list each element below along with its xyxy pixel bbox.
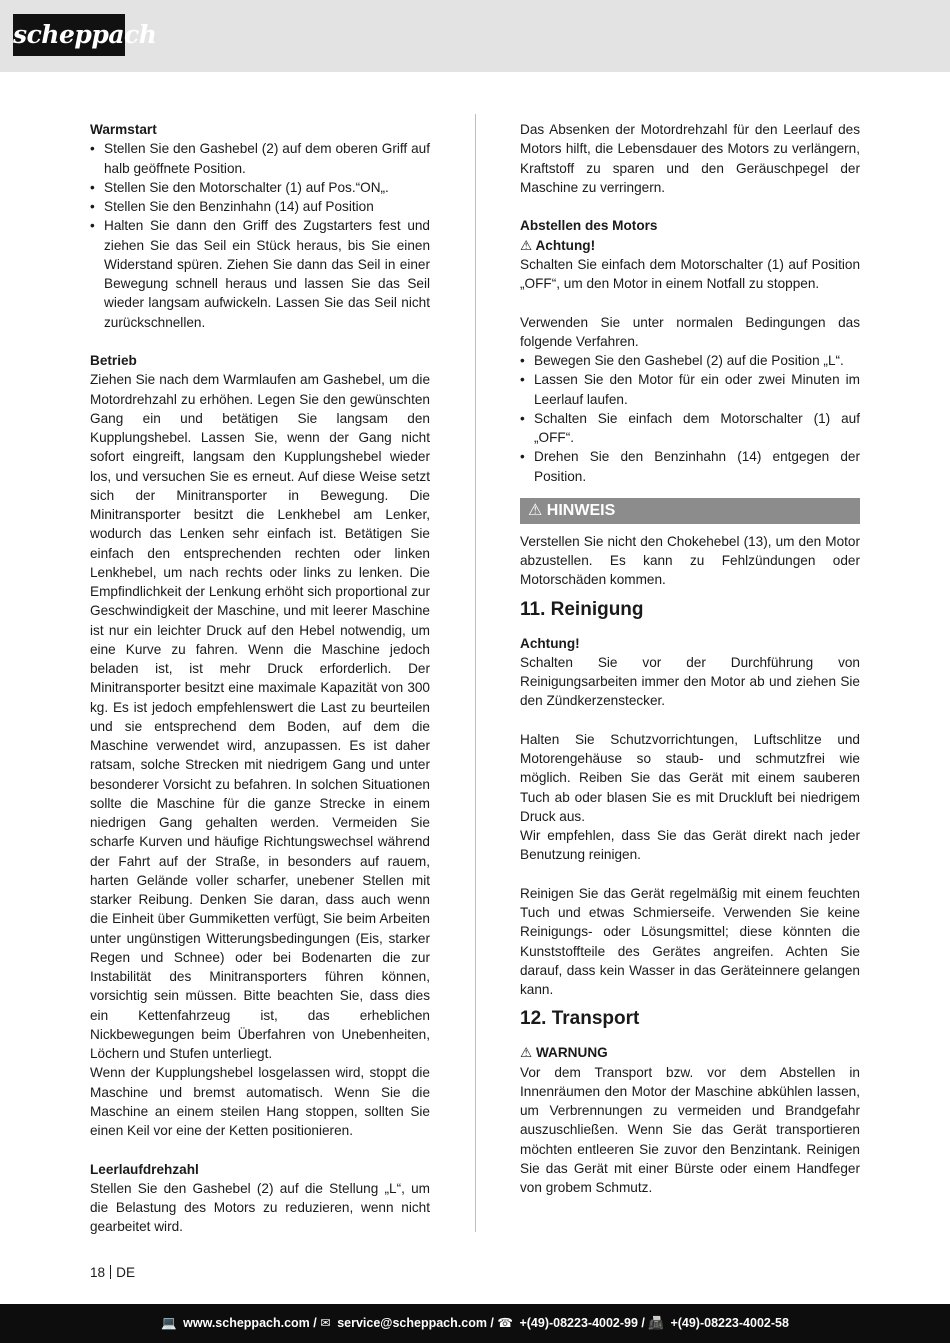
warning-label: WARNUNG <box>535 1045 608 1061</box>
reinigung-paragraph: Schalten Sie vor der Durchführung von Reinigungsarbeiten immer den Motor ab und ziehen Sie den Zündkerzenstecker. <box>520 654 860 709</box>
warning-icon: ⚠ <box>528 501 543 519</box>
list-item: • Stellen Sie den Benzinhahn (14) auf Position <box>90 197 430 216</box>
abstellen-paragraph-2: Verwenden Sie unter normalen Bedingungen das folgende Verfahren. <box>520 314 860 349</box>
betrieb-heading: Betrieb <box>90 353 137 368</box>
mail-icon: ✉ <box>320 1316 331 1330</box>
scheppach-logo: scheppach <box>13 14 125 56</box>
betrieb-paragraph: Ziehen Sie nach dem Warmlaufen am Gashebel, um die Motordrehzahl zu erhöhen. Legen Sie den gewünschten Gang ein und betätigen Sie langsam den Kupplungshebel. Lassen Sie, wenn der Gang nicht sofort eingreift, langsam den Kupplungshebel wieder los, und versuchen Sie es erneut. Auf diese Weise setzt sich der Minitransporter in Bewegung. Die Minitransporter besitzt die Lenkhebel am Lenker, wodurch das Lenken sehr einfach ist. Betätigen Sie einfach den entsprechenden rechten oder linken Lenkhebel, um nach rechts oder links zu lenken. Die Empfindlichkeit der Lenkung erhöht sich proportional zur Geschwindigkeit der Maschine, und mit leerer Maschine ist nur ein leichter Druck auf den Hebel notwendig, um eine Kurve zu fahren. Wenn die Maschine jedoch beladen ist, ist mehr Druck erforderlich. Der Minitransporter besitzt eine maximale Kapazität von 300 kg. Es ist jedoch empfehlenswert die Last zu beurteilen und sie entsprechend dem Boden, auf dem die Maschine verwendet wird, anzupassen. Es ist daher ratsam, solche Strecken mit niedrigem Gang und unter besonderer Vorsicht zu befahren. In solchen Situationen sollte die Maschine für die ganze Strecke in einem niedrigen Gang gehalten werden. Vermeiden Sie scharfe Kurven und häufige Richtungswechsel während der Fahrt auf der Straße, in besonders auf rauem, harten Gelände voller scharfer, unebener Stellen mit starker Reibung. Denken Sie daran, dass auch wenn die Einheit über Gummiketten verfügt, Sie beim Arbeiten unter ungünstigen Witterungsbedingungen (Eis, starker Regen und Schnee) oder bei Bodenarten die zur Instabilität des Minitransporters führen können, vorsichtig sein müssen. Bitte beachten Sie, dass dies ein Kettenfahrzeug ist, das erheblichen Nickbewegungen beim Überfahren von Unebenheiten, Löchern und Stufen unterliegt. <box>90 372 430 1061</box>
reinigung-warning: Achtung! <box>520 635 580 651</box>
warmstart-heading: Warmstart <box>90 122 157 137</box>
list-item: • Bewegen Sie den Gashebel (2) auf die Position „L“. <box>520 351 860 370</box>
computer-icon: 💻 <box>161 1316 177 1330</box>
reinigung-paragraph-3: Wir empfehlen, dass Sie das Gerät direkt nach jeder Benutzung reinigen. <box>520 828 860 863</box>
reinigung-paragraph-2: Halten Sie Schutzvorrichtungen, Luftschlitze und Motorengehäuse so staub- und schmutzfrei wie möglich. Reiben Sie das Gerät mit einem sauberen Tuch ab oder blasen Sie es mit Druckluft bei niedrigem Druck aus. <box>520 731 860 824</box>
abstellen-paragraph: Schalten Sie einfach dem Motorschalter (1) auf Position „OFF“, um den Motor in einem Notfall zu stoppen. <box>520 256 860 291</box>
hinweis-paragraph: Verstellen Sie nicht den Chokehebel (13), um den Motor abzustellen. Es kann zu Fehlzündungen oder Motorschäden kommen. <box>520 533 860 588</box>
list-item: • Stellen Sie den Motorschalter (1) auf Pos.“ON„. <box>90 178 430 197</box>
right-column <box>520 120 860 1197</box>
footer-fax: +(49)-08223-4002-58 <box>670 1316 789 1330</box>
warmstart-list <box>90 139 430 332</box>
footer-bar <box>0 1304 950 1343</box>
abstellen-list <box>520 351 860 486</box>
page-number-value: 18 <box>90 1265 106 1280</box>
page-language: DE <box>116 1265 136 1280</box>
phone-icon: ☎ <box>497 1316 513 1330</box>
reinigung-paragraph-4: Reinigen Sie das Gerät regelmäßig mit einem feuchten Tuch und etwas Schmierseife. Verwenden Sie keine Reinigungs- oder Lösungsmittel; diese könnten die Kunststoffteile des Gerätes angreifen. Achten Sie darauf, dass kein Wasser in das Geräteinnere gelangen kann. <box>520 885 860 997</box>
left-column <box>90 120 430 1237</box>
leerlauf-heading: Leerlaufdrehzahl <box>90 1161 199 1177</box>
transport-warning <box>520 1043 860 1062</box>
warning-icon: ⚠ <box>520 1045 533 1061</box>
hinweis-label: HINWEIS <box>546 501 616 519</box>
hinweis-bar <box>520 498 860 524</box>
footer-email-link[interactable]: service@scheppach.com / <box>337 1316 494 1330</box>
intro-paragraph: Das Absenken der Motordrehzahl für den Leerlauf des Motors hilft, die Lebensdauer des Motors zu verlängern, Kraftstoff zu sparen und den Geräuschpegel der Maschine zu verringern. <box>520 122 860 195</box>
abstellen-heading: Abstellen des Motors <box>520 218 658 234</box>
page-number <box>90 1265 135 1280</box>
fax-icon: 📠 <box>648 1316 664 1330</box>
footer-phone: +(49)-08223-4002-99 / <box>519 1316 645 1330</box>
column-divider <box>475 114 476 1232</box>
betrieb-paragraph-2: Wenn der Kupplungshebel losgelassen wird, stoppt die Maschine und bremst automatisch. Wenn Sie die Maschine an einem steilen Hang stoppen, sollten Sie einen Keil vor eine der Ketten positionieren. <box>90 1065 430 1138</box>
abstellen-warning <box>520 236 860 255</box>
list-item: • Drehen Sie den Benzinhahn (14) entgegen der Position. <box>520 447 860 486</box>
leerlauf-paragraph: Stellen Sie den Gashebel (2) auf die Stellung „L“, um die Belastung des Motors zu reduzieren, wenn nicht gearbeitet wird. <box>90 1180 430 1235</box>
warning-icon: ⚠ <box>520 237 533 253</box>
list-item: • Stellen Sie den Gashebel (2) auf dem oberen Griff auf halb geöffnete Position. <box>90 139 430 178</box>
warning-label: Achtung! <box>535 237 596 253</box>
transport-paragraph: Vor dem Transport bzw. vor dem Abstellen in Innenräumen den Motor der Maschine abkühlen lassen, um Verbrennungen zu vermeiden und Brandgefahr auszuschließen. Wenn Sie das Gerät transportieren möchten entleeren Sie zuvor den Benzintank. Reinigen Sie das Gerät mit einer Bürste oder einem Handfeger von grobem Schmutz. <box>520 1064 860 1195</box>
header-bar <box>0 0 950 72</box>
transport-title: 12. Transport <box>520 1008 640 1030</box>
list-item: • Halten Sie dann den Griff des Zugstarters fest und ziehen Sie das Seil ein Stück heraus, bis Sie einen Widerstand spüren. Ziehen Sie dann das Seil in einer Bewegung schnell heraus und lassen Sie das Seil wieder langsam aufwickeln. Lassen Sie das Seil nicht zurückschnellen. <box>90 216 430 332</box>
list-item: • Schalten Sie einfach dem Motorschalter (1) auf „OFF“. <box>520 409 860 448</box>
footer-website-link[interactable]: www.scheppach.com / <box>183 1316 317 1330</box>
reinigung-title: 11. Reinigung <box>520 598 644 620</box>
list-item: • Lassen Sie den Motor für ein oder zwei Minuten im Leerlauf laufen. <box>520 370 860 409</box>
